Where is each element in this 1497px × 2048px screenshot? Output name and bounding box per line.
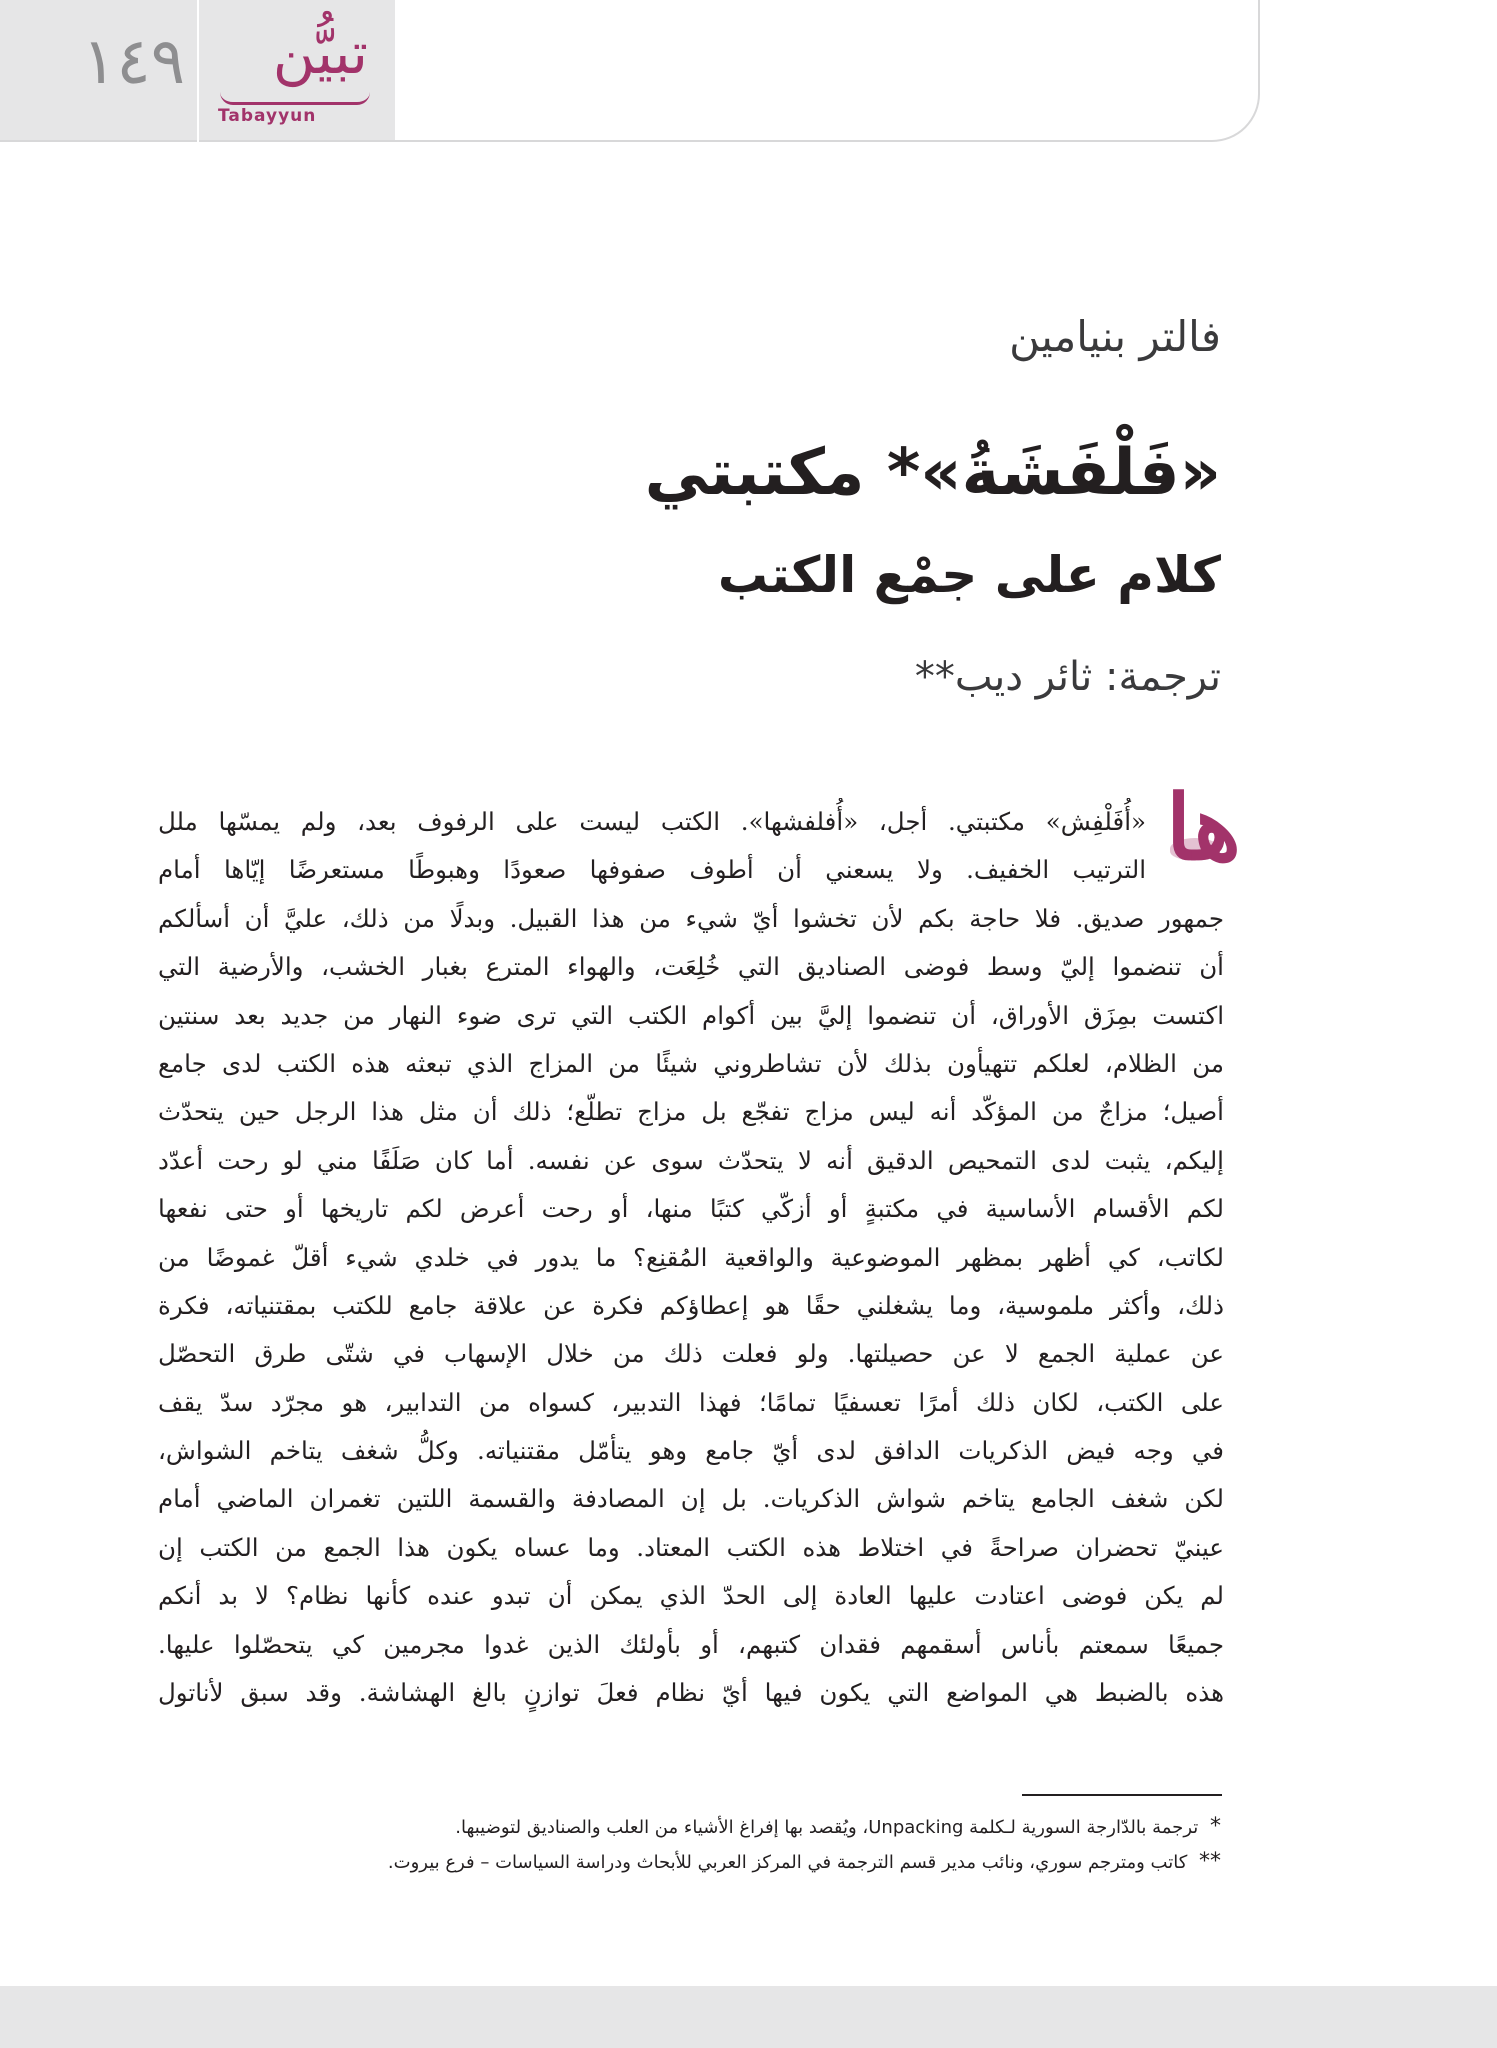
page-number: ١٤٩	[82, 25, 186, 99]
article-body	[158, 798, 1224, 1717]
drop-cap: ها	[1166, 775, 1241, 881]
body-line: جمهور صديق. فلا حاجة بكم لأن تخشوا أيّ شيء من هذا القبيل. وبدلًا من ذلك، عليَّ أن أسألكم	[158, 903, 1224, 933]
footnote-marker: **	[1199, 1849, 1221, 1874]
logo-swash	[220, 92, 370, 105]
body-line: إليكم، يثبت لدى التمحيص الدقيق أنه لا يتحدّث سوى عن نفسه. أما كان صَلَفًا مني لو رحت أعدّد	[158, 1145, 1224, 1175]
body-line: الترتيب الخفيف. ولا يسعني أن أطوف صفوفها صعودًا وهبوطًا مستعرضًا إيّاها أمام	[158, 855, 1146, 885]
footnote-2	[161, 1845, 1221, 1880]
footnote-1	[161, 1810, 1221, 1845]
body-line: جميعًا سمعتم بأناس أسقمهم فقدان كتبهم، أو بأولئك الذين غدوا مجرمين كي يتحصّلوا عليها.	[158, 1629, 1224, 1659]
body-line: لكم الأقسام الأساسية في مكتبةٍ أو أزكّي كتبًا منها، أو رحت أعرض لكم تاريخها أو حتى نفعها	[158, 1194, 1224, 1224]
body-line: في وجه فيض الذكريات الدافق لدى أيّ جامع وهو يتأمّل مقتنياته. وكلُّ شغف يتاخم الشواش،	[158, 1436, 1224, 1466]
body-line: لكاتب، كي أظهر بمظهر الموضوعية والواقعية المُقنِع؟ ما يدور في خلدي شيء أقلّ غموضًا من	[158, 1242, 1224, 1272]
article-subtitle: كلام على جمْع الكتب	[717, 546, 1221, 604]
journal-logo	[218, 19, 388, 132]
logo-latin-wordmark: Tabayyun	[218, 106, 317, 126]
footer-band	[0, 1986, 1497, 2048]
header-divider	[197, 0, 199, 142]
article-title: «فَلْفَشَةُ»* مكتبتي	[644, 436, 1221, 510]
body-line: من الظلام، لعلكم تتهيأون بذلك لأن تشاطروني شيئًا من المزاج الذي تبعثه هذه الكتب لدى جامع	[158, 1048, 1224, 1078]
article-translator: ترجمة: ثائر ديب**	[914, 654, 1221, 700]
body-line: أن تنضموا إليّ وسط فوضى الصناديق التي خُلِعَت، والهواء المترع بغبار الخشب، والأرضية التي	[158, 952, 1224, 982]
body-line: «أُفَلْفِش» مكتبتي. أجل، «أُفلفشها». الكتب ليست على الرفوف بعد، ولم يمسّها ملل	[158, 807, 1146, 836]
article-author: فالتر بنيامين	[1009, 312, 1221, 361]
logo-arabic-wordmark: تبيُّن	[272, 19, 368, 87]
footnotes	[161, 1810, 1221, 1880]
footnote-marker: *	[1210, 1814, 1221, 1839]
body-line: اكتست بمِزَق الأوراق، أن تنضموا إليَّ بين أكوام الكتب التي ترى ضوء النهار من جديد بعد سنتين	[158, 1000, 1224, 1030]
body-line: لم يكن فوضى اعتادت عليها العادة إلى الحدّ الذي يمكن أن تبدو عنده كأنها نظام؟ لا بد أنكم	[158, 1581, 1224, 1611]
body-line: عن عملية الجمع لا عن حصيلتها. ولو فعلت ذلك من خلال الإسهاب في شتّى طرق التحصّل	[158, 1339, 1224, 1369]
footnote-text: ترجمة بالدّارجة السورية لـكلمة Unpacking، ويُقصد بها إفراغ الأشياء من العلب والصناديق لتوضيبها.	[455, 1817, 1199, 1838]
body-line: ذلك، وأكثر ملموسية، وما يشغلني حقًا هو إعطاؤكم فكرة عن علاقة جامع للكتب بمقتنياته، فكرة	[158, 1290, 1224, 1320]
body-line: عينيّ تحضران صراحةً في اختلاط هذه الكتب المعتاد. وما عساه يكون هذا الجمع من الكتب إن	[158, 1532, 1224, 1562]
body-line: لكن شغف الجامع يتاخم شواش الذكريات. بل إن المصادفة والقسمة اللتين تغمران الماضي أمام	[158, 1484, 1224, 1514]
body-line: على الكتب، لكان ذلك أمرًا تعسفيًا تمامًا؛ فهذا التدبير، كسواه من التدابير، هو مجرّد سدّ يقف	[158, 1387, 1224, 1417]
body-line: هذه بالضبط هي المواضع التي يكون فيها أيّ نظام فعلَ توازنٍ بالغ الهشاشة. وقد سبق لأناتول	[158, 1678, 1224, 1708]
body-line: أصيل؛ مزاجٌ من المؤكّد أنه ليس مزاج تفجّع بل مزاج تطلّع؛ ذلك أن مثل هذا الرجل حين يتحدّث	[158, 1097, 1224, 1127]
footnote-text: كاتب ومترجم سوري، ونائب مدير قسم الترجمة في المركز العربي للأبحاث ودراسة السياسات – فرع بيروت.	[387, 1852, 1188, 1873]
footnote-rule	[1022, 1794, 1222, 1796]
